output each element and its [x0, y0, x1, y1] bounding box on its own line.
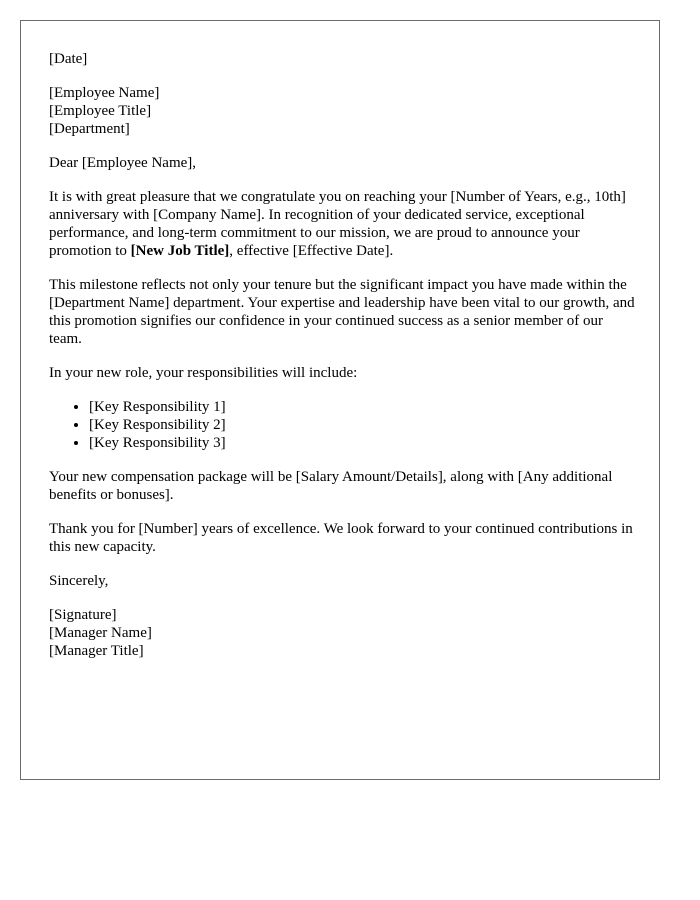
recipient-title: [Employee Title]	[49, 103, 152, 119]
paragraph-closing: Thank you for [Number] years of excellence. We look forward to your continued contributions in this new capacity.	[49, 521, 633, 555]
recipient-department: [Department]	[49, 121, 130, 137]
manager-title: [Manager Title]	[49, 643, 144, 659]
paragraph-announcement	[49, 188, 639, 260]
letter-date: [Date]	[49, 51, 88, 67]
signature: [Signature]	[49, 607, 117, 623]
list-item: • [Key Responsibility 2]	[89, 416, 639, 434]
sign-off: Sincerely,	[49, 573, 109, 589]
announcement-text: It is with great pleasure that we congratulate you on reaching your [Number of Years, e.g., 10th] anniversary with [Company Name]. In recognition of your dedicated service, exceptional performance, and long-term commitment to our mission, we are proud to announce your promotion to	[49, 189, 626, 259]
responsibilities-list	[49, 398, 639, 452]
list-item: • [Key Responsibility 3]	[89, 434, 639, 452]
paragraph-compensation: Your new compensation package will be [Salary Amount/Details], along with [Any additional benefits or bonuses].	[49, 469, 613, 503]
signature-block	[49, 606, 639, 660]
letter-page	[20, 20, 660, 780]
letter-content	[49, 50, 639, 676]
paragraph-milestone: This milestone reflects not only your tenure but the significant impact you have made within the [Department Name] department. Your expertise and leadership have been vital to our growth, and this promotion signifies our confidence in your continued success as a senior member of our team.	[49, 277, 635, 347]
recipient-name: [Employee Name]	[49, 85, 160, 101]
new-job-title: [New Job Title]	[130, 243, 230, 259]
responsibilities-intro: In your new role, your responsibilities will include:	[49, 365, 358, 381]
salutation: Dear [Employee Name],	[49, 155, 197, 171]
effective-date-text: , effective [Effective Date].	[229, 243, 394, 259]
manager-name: [Manager Name]	[49, 625, 152, 641]
recipient-block	[49, 84, 639, 138]
list-item: • [Key Responsibility 1]	[89, 398, 639, 416]
